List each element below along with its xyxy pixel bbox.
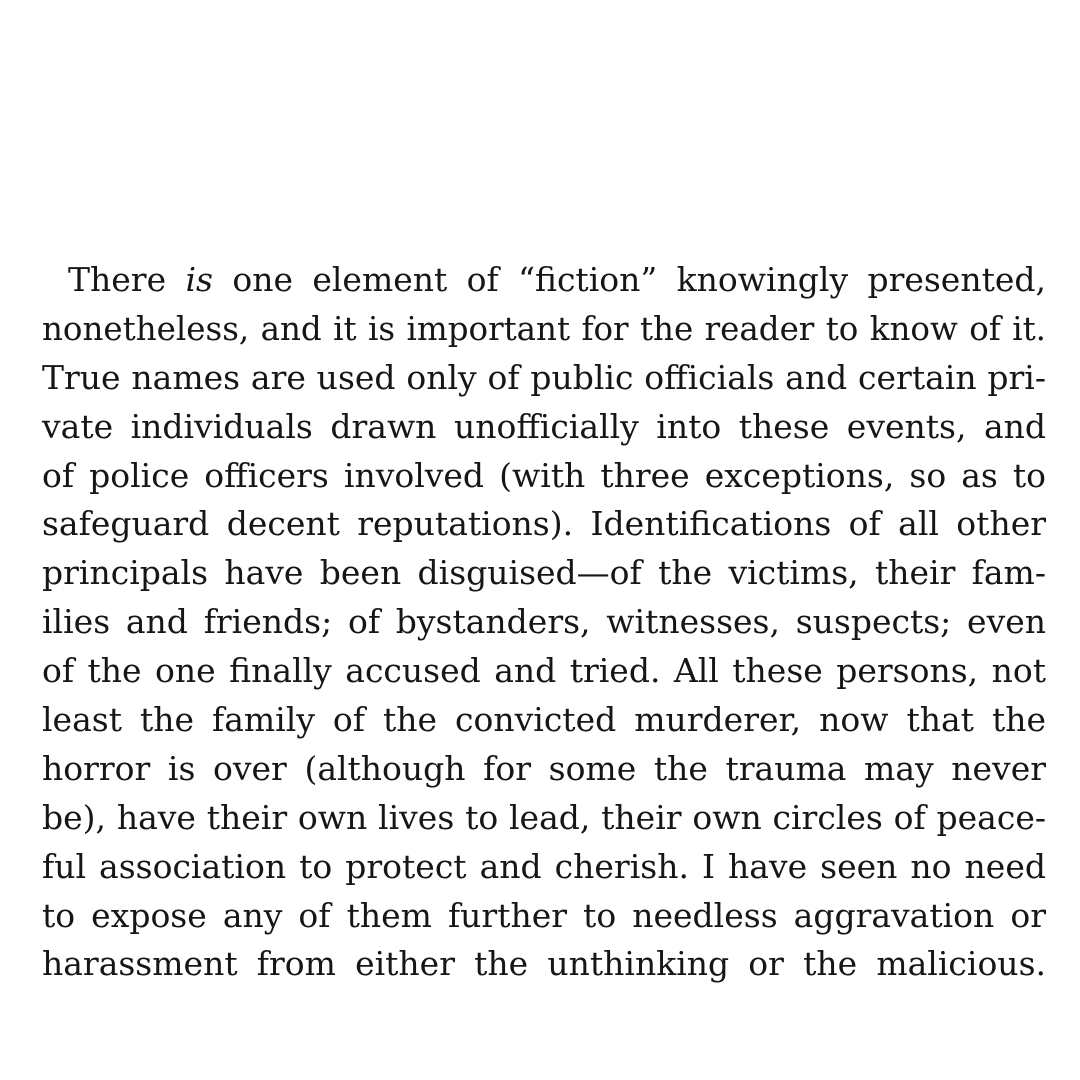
paragraph-line-14: to expose any of them further to needless aggravation or <box>42 895 1046 935</box>
paragraph-line-11: horror is over (although for some the trauma may never <box>42 748 1046 788</box>
emphasized-word: is <box>185 260 213 299</box>
paragraph-line-13: ful association to protect and cherish. I have seen no need <box>42 846 1046 886</box>
paragraph-line-7: principals have been disguised—of the victims, their fam- <box>42 553 1046 593</box>
paragraph-line-1 <box>42 256 1046 305</box>
line-1-rest: one element of “fiction” knowingly presented, <box>212 260 1046 299</box>
paragraph-line-5: of police officers involved (with three exceptions, so as to <box>42 455 1046 495</box>
paragraph-line-4: vate individuals drawn unofficially into these events, and <box>42 406 1046 446</box>
paragraph-line-10: least the family of the convicted murderer, now that the <box>42 700 1046 740</box>
paragraph-line-15: harassment from either the unthinking or the malicious. <box>42 944 1046 984</box>
paragraph-line-6: safeguard decent reputations). Identifications of all other <box>42 504 1046 544</box>
paragraph-line-3: True names are used only of public officials and certain pri- <box>42 357 1046 397</box>
paragraph-line-9: of the one finally accused and tried. All these persons, not <box>42 651 1046 691</box>
body-paragraph <box>42 256 1046 989</box>
paragraph-line-2: nonetheless, and it is important for the reader to know of it. <box>42 309 1046 348</box>
paragraph-line-8: ilies and friends; of bystanders, witnesses, suspects; even <box>42 602 1046 642</box>
line-1-lead: There <box>68 260 186 299</box>
paragraph-line-12: be), have their own lives to lead, their own circles of peace- <box>42 797 1046 837</box>
